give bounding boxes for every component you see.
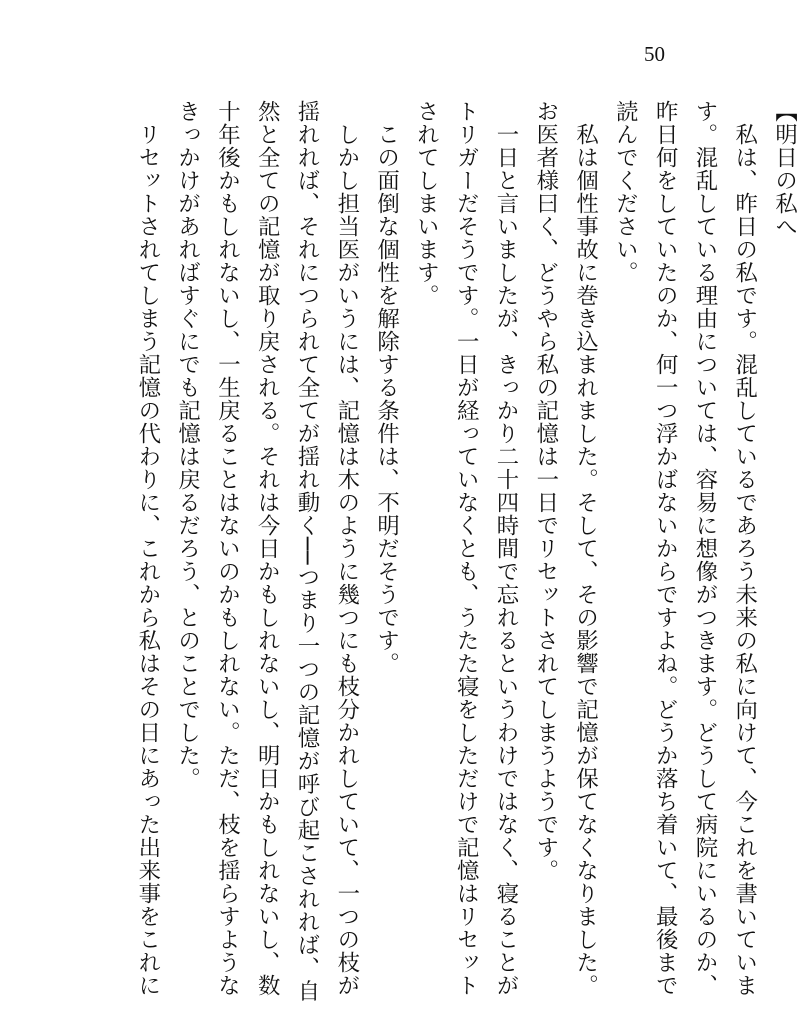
text-line: 揺れれば、それにつられて全てが揺れ動く──つまり一つの記憶が呼び起こされれば、自 xyxy=(293,100,320,1003)
text-line: 十年後かもしれないし、一生戻ることはないのかもしれない。ただ、枝を揺らすような xyxy=(214,100,241,997)
vertical-text-column xyxy=(127,100,804,1003)
text-line: 一日と言いましたが、きっかり二十四時間で忘れるというわけではなく、寝ることが xyxy=(492,100,519,997)
text-line: この面倒な個性を解除する条件は、不明だそうです。 xyxy=(373,100,400,675)
page-number: 50 xyxy=(644,42,665,66)
text-line: きっかけがあればすぐにでも記憶は戻るだろう、とのことでした。 xyxy=(174,100,201,790)
text-line: 私は個性事故に巻き込まれました。そして、その影響で記憶が保てなくなりました。 xyxy=(572,100,599,997)
text-line: お医者様曰く、どうやら私の記憶は一日でリセットされてしまうようです。 xyxy=(532,100,559,882)
body-text xyxy=(127,100,798,1003)
text-line: 然と全ての記憶が取り戻される。それは今日かもしれないし、明日かもしれないし、数 xyxy=(254,100,281,997)
text-line: されてしまいます。 xyxy=(413,100,440,307)
text-line: 昨日何をしていたのか、何一つ浮かばないからですよね。どうか落ち着いて、最後まで xyxy=(652,100,679,997)
text-line: 読んでください。 xyxy=(612,100,639,284)
text-line: す。混乱している理由については、容易に想像がつきます。どうして病院にいるのか、 xyxy=(691,100,718,997)
text-line: リセットされてしまう記憶の代わりに、これから私はその日にあった出来事をこれに xyxy=(134,100,161,997)
text-line: 私は、昨日の私です。混乱しているであろう未来の私に向けて、今これを書いていま xyxy=(731,100,758,997)
text-line: トリガーだそうです。一日が経っていなくとも、うたた寝をしただけで記憶はリセット xyxy=(453,100,480,997)
letter-heading: 【明日の私へ xyxy=(771,100,798,238)
text-line: しかし担当医がいうには、記憶は木のように幾つにも枝分かれしていて、一つの枝が xyxy=(333,100,360,997)
